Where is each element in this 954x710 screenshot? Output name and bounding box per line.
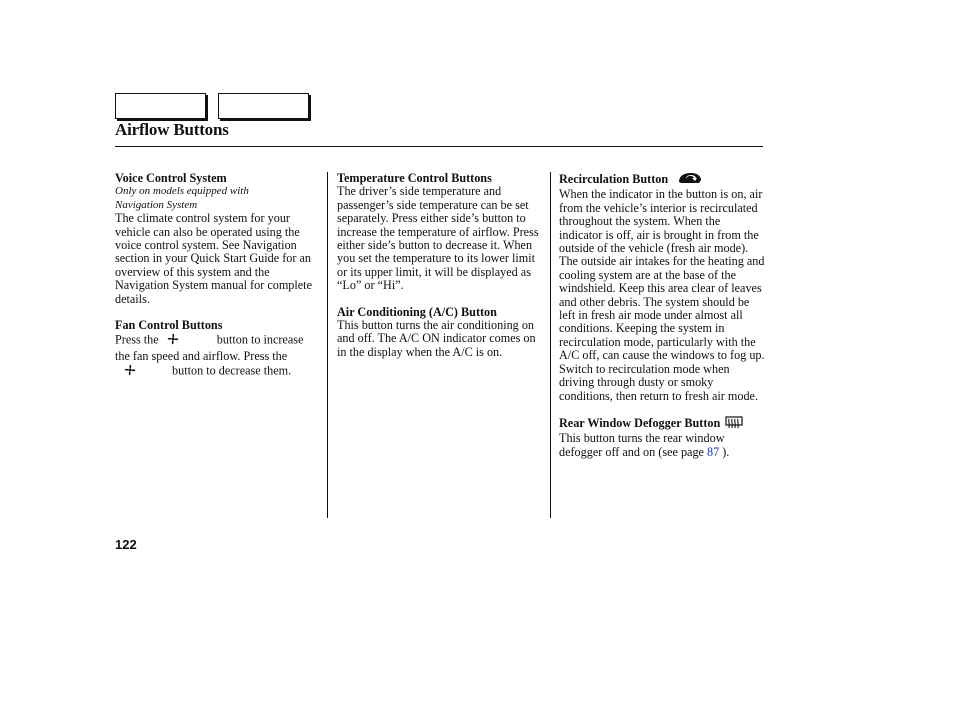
voice-control-heading: Voice Control System <box>115 171 227 185</box>
recirculation-heading <box>559 172 765 188</box>
fan-low-icon <box>123 363 137 380</box>
fan-body-text-2: button to increase the fan speed and airflow. Press the <box>115 332 304 363</box>
recirculation-icon <box>677 172 703 188</box>
page-number: 122 <box>115 537 137 552</box>
rear-defogger-heading <box>559 416 765 432</box>
column-middle <box>337 172 543 359</box>
rear-defogger-body <box>559 432 765 459</box>
rear-defogger-heading-text: Rear Window Defogger Button <box>559 415 721 430</box>
recirculation-heading-text: Recirculation Button <box>559 172 669 186</box>
rear-defogger-body-text: This button turns the rear window defogger off and on (see page <box>559 431 725 459</box>
title-divider <box>115 146 763 147</box>
voice-control-note-2: Navigation System <box>115 198 198 211</box>
recirculation-body-2: The outside air intakes for the heating and cooling system are at the base of the windshield. Keep this area clear of leaves and other debris. The system should be left in fresh air mode under almost all conditions. Keeping the system in recirculation mode, particularly with the A/C off, can cause the windows to fog up. Switch to recirculation mode when driving through dusty or smoky conditions, then return to fresh air mode. <box>559 254 765 403</box>
rear-defogger-body-end: ). <box>722 444 730 459</box>
temperature-control-body: The driver’s side temperature and passenger’s side temperature can be set separately. Press either side’s button to increase the temperature of airflow. Press either side’s button to decrease it. When you set the temperature to its lower limit or its upper limit, it will be displayed as “Lo” or “Hi”. <box>337 184 539 293</box>
rear-defogger-icon <box>725 416 743 432</box>
recirculation-body-1: When the indicator in the button is on, air from the vehicle’s interior is recirculated throughout the system. When the indicator is off, air is brought in from the outside of the vehicle (fresh air mode). <box>559 187 763 256</box>
column-right <box>559 172 765 459</box>
fan-high-icon <box>166 332 180 349</box>
air-conditioning-heading: Air Conditioning (A/C) Button <box>337 304 497 319</box>
column-divider-2 <box>550 172 551 518</box>
page-title: Airflow Buttons <box>115 120 229 139</box>
fan-body-text-3: button to decrease them. <box>172 363 292 378</box>
air-conditioning-body: This button turns the air conditioning on and off. The A/C ON indicator comes on in the display when the A/C is on. <box>337 318 536 359</box>
nav-button-1[interactable] <box>115 93 206 119</box>
voice-control-note-1: Only on models equipped with <box>115 185 249 198</box>
column-divider-1 <box>327 172 328 518</box>
voice-control-body: The climate control system for your vehicle can also be operated using the voice control system. See Navigation section in your Quick Start Guide for an overview of this system and the Navigation System manual for complete details. <box>115 211 312 306</box>
column-left <box>115 172 319 381</box>
fan-body-text-1: Press the <box>115 332 159 347</box>
fan-control-heading: Fan Control Buttons <box>115 318 223 333</box>
temperature-control-heading: Temperature Control Buttons <box>337 171 492 185</box>
fan-control-body <box>115 332 319 380</box>
nav-button-2[interactable] <box>218 93 309 119</box>
page-87-link[interactable]: 87 <box>707 444 720 459</box>
